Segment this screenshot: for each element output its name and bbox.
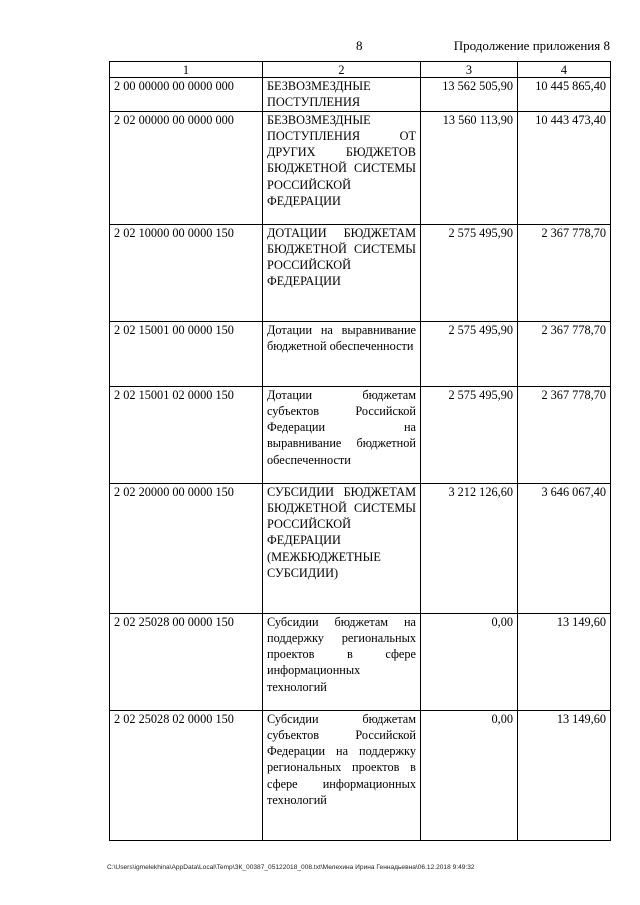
budget-code: 2 02 25028 00 0000 150 bbox=[110, 613, 263, 710]
table-row bbox=[110, 111, 611, 224]
column-number-2: 2 bbox=[263, 62, 421, 78]
amount-col4: 13 149,60 bbox=[518, 613, 611, 710]
column-number-1: 1 bbox=[110, 62, 263, 78]
table-row bbox=[110, 224, 611, 321]
revenue-name: Дотации на выравнивание бюджетной обеспеченности bbox=[263, 321, 421, 386]
file-path-footer: C:\Users\igmelekhina\AppData\Local\Temp\ЗК_00387_05122018_008.txt\Мелехина Ирина Геннадьевна\06.12.2018 9:49:32 bbox=[107, 864, 475, 871]
amount-col3: 0,00 bbox=[421, 710, 518, 840]
revenue-name: Субсидии бюджетам на поддержку региональных проектов в сфере информационных технологий bbox=[263, 613, 421, 710]
page-header bbox=[0, 38, 640, 56]
revenue-name: Субсидии бюджетам субъектов Российской Федерации на поддержку региональных проектов в сфере информационных технологий bbox=[263, 710, 421, 840]
budget-code: 2 02 20000 00 0000 150 bbox=[110, 483, 263, 613]
revenue-name: БЕЗВОЗМЕЗДНЫЕ ПОСТУПЛЕНИЯ bbox=[263, 78, 421, 112]
budget-code: 2 02 00000 00 0000 000 bbox=[110, 111, 263, 224]
table-row bbox=[110, 386, 611, 483]
amount-col3: 13 562 505,90 bbox=[421, 78, 518, 112]
column-number-row bbox=[110, 62, 611, 78]
table-row bbox=[110, 78, 611, 112]
amount-col4: 2 367 778,70 bbox=[518, 321, 611, 386]
budget-code: 2 02 15001 00 0000 150 bbox=[110, 321, 263, 386]
amount-col3: 3 212 126,60 bbox=[421, 483, 518, 613]
table-row bbox=[110, 483, 611, 613]
table-row bbox=[110, 321, 611, 386]
amount-col3: 0,00 bbox=[421, 613, 518, 710]
amount-col3: 2 575 495,90 bbox=[421, 321, 518, 386]
amount-col3: 13 560 113,90 bbox=[421, 111, 518, 224]
revenue-name: БЕЗВОЗМЕЗДНЫЕ ПОСТУПЛЕНИЯ ОТ ДРУГИХ БЮДЖЕТОВ БЮДЖЕТНОЙ СИСТЕМЫ РОССИЙСКОЙ ФЕДЕРАЦИИ bbox=[263, 111, 421, 224]
budget-code: 2 02 10000 00 0000 150 bbox=[110, 224, 263, 321]
table-row bbox=[110, 710, 611, 840]
amount-col4: 2 367 778,70 bbox=[518, 224, 611, 321]
page-number: 8 bbox=[356, 38, 363, 53]
amount-col4: 10 445 865,40 bbox=[518, 78, 611, 112]
revenue-name: СУБСИДИИ БЮДЖЕТАМ БЮДЖЕТНОЙ СИСТЕМЫ РОССИЙСКОЙ ФЕДЕРАЦИИ (МЕЖБЮДЖЕТНЫЕ СУБСИДИИ) bbox=[263, 483, 421, 613]
amount-col4: 10 443 473,40 bbox=[518, 111, 611, 224]
column-number-4: 4 bbox=[518, 62, 611, 78]
table-row bbox=[110, 613, 611, 710]
budget-code: 2 02 15001 02 0000 150 bbox=[110, 386, 263, 483]
amount-col4: 13 149,60 bbox=[518, 710, 611, 840]
budget-code: 2 02 25028 02 0000 150 bbox=[110, 710, 263, 840]
revenue-name: Дотации бюджетам субъектов Российской Федерации на выравнивание бюджетной обеспеченности bbox=[263, 386, 421, 483]
column-number-3: 3 bbox=[421, 62, 518, 78]
budget-code: 2 00 00000 00 0000 000 bbox=[110, 78, 263, 112]
amount-col4: 3 646 067,40 bbox=[518, 483, 611, 613]
budget-table bbox=[109, 61, 611, 841]
revenue-name: ДОТАЦИИ БЮДЖЕТАМ БЮДЖЕТНОЙ СИСТЕМЫ РОССИЙСКОЙ ФЕДЕРАЦИИ bbox=[263, 224, 421, 321]
amount-col3: 2 575 495,90 bbox=[421, 224, 518, 321]
continuation-label: Продолжение приложения 8 bbox=[453, 38, 610, 53]
amount-col4: 2 367 778,70 bbox=[518, 386, 611, 483]
amount-col3: 2 575 495,90 bbox=[421, 386, 518, 483]
